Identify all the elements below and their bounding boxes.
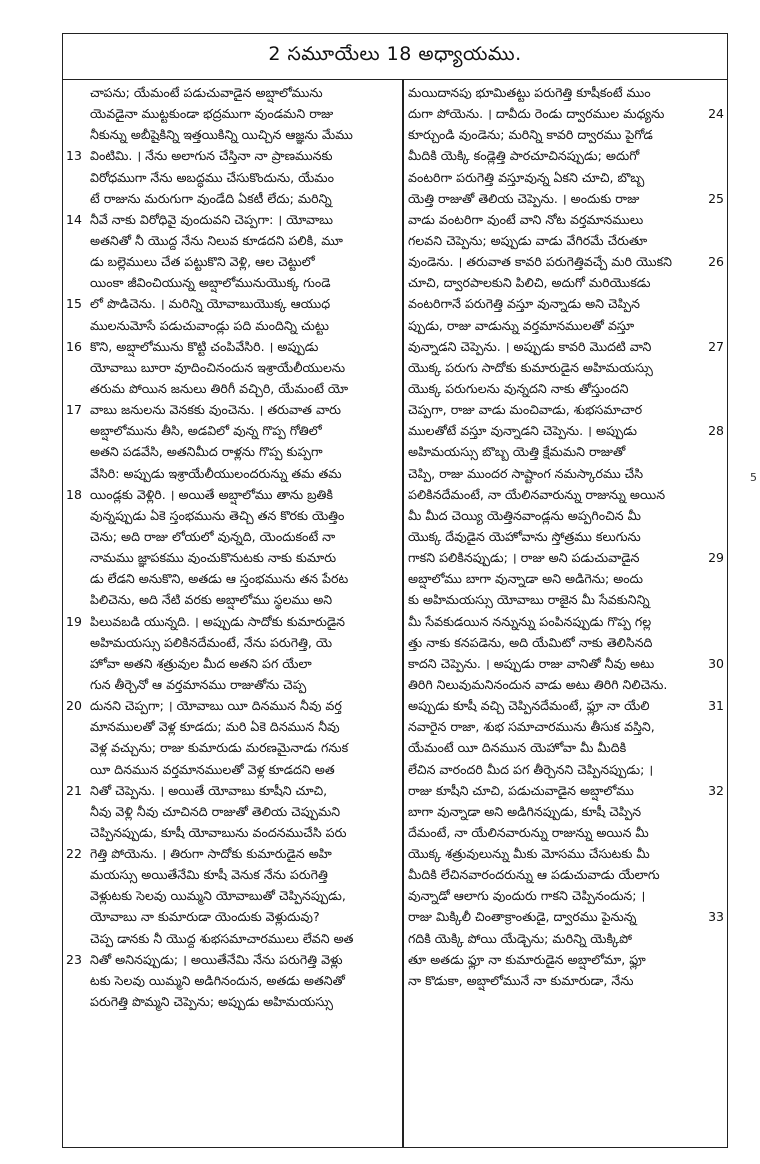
line-text: అతనితో నీ యొద్ద నేను నిలువ కూడదని పలికి, మూ [90,232,343,248]
text-line [66,991,396,1012]
text-line [66,505,396,526]
text-line [66,251,396,272]
text-line [66,674,396,695]
line-text: అతని పడవేసి, అతనిమీద రాళ్లను గొప్ప కుప్పగా [90,444,323,460]
verse-number: 26 [708,254,724,270]
line-text: అహిమయస్సు పలికినదేమంటే, నేను పరుగెత్తి, యె [90,634,333,650]
verse-number: 27 [708,338,724,354]
text-line [406,970,724,991]
line-text: కాదని చెప్పెను. । అప్పుడు రాజు వానితో నీవు అటు [408,655,655,671]
line-text: యొక్క శత్రువులున్ను మీకు మోసము చేసుటకు మీ [408,846,650,862]
verse-number: 28 [708,423,724,439]
line-text: డు బల్లెములు చేత పట్టుకొని వెళ్లి, ఆల చెట్టులో [90,254,315,270]
text-line [66,209,396,230]
text-line [406,441,724,462]
line-text: వున్నాడని చెప్పెను. । అప్పుడు కావరి మొదటి వాని [408,338,652,354]
line-text: మీదికి లేచినవారందరున్ను ఆ పడుచువాడు యేలాగు [408,867,660,883]
text-line [406,737,724,758]
line-text: నితో అనినప్పుడు; । అయితేనేమి నేను పరుగెత్తి వెళ్లు [90,951,343,967]
line-text: లేచిన వారందరి మీద పగ తీర్చెనని చెప్పినప్పుడు; । [408,761,654,777]
text-line [66,547,396,568]
line-text: గెత్తి పోయెను. । తిరుగా సాదోకు కుమారుడైన అహి [90,846,332,862]
text-line [406,695,724,716]
text-line [66,737,396,758]
line-text: నవారైన రాజా, శుభ సమాచారమును తీసుక వస్తిని, [408,719,655,735]
text-line [406,547,724,568]
text-line [66,864,396,885]
text-line [406,674,724,695]
line-text: మానములతో వెళ్ల కూడదు; మరి ఏకె దినమున నీవు [90,719,340,735]
text-line [406,568,724,589]
text-line [406,780,724,801]
line-text: టకు సెలవు యిమ్మని అడిగినందున, అతడు అతనితో [90,972,345,988]
line-text: కూర్చుండి వుండెను; మరిన్ని కావరి ద్వారము పైగోడ [408,127,653,143]
line-text: నామము జ్ఞాపకము వుంచుకొనుటకు నాకు కుమారు [90,550,337,566]
text-line [406,864,724,885]
verse-number: 18 [66,486,82,502]
text-line [66,906,396,927]
text-line [406,759,724,780]
line-text: తిరిగి నిలువుమనినందున వాడు అటు తిరిగి నిలిచెను. [408,676,668,692]
page-title: 2 సమూయేలు 18 అధ్యాయము. [268,42,522,65]
verse-number: 20 [66,698,82,714]
line-text: డు లేడని అనుకొని, అతడు ఆ స్తంభమును తన పేరట [90,571,349,587]
line-text: దేమంటే, నా యేలినవారున్ను రాజున్ను అయిన మీ [408,824,649,840]
line-text: యీ దినమున వర్తమానములతో వెళ్ల కూడదని అత [90,761,335,777]
column-divider [402,80,404,1148]
text-line [66,632,396,653]
text-line [406,484,724,505]
text-line [406,801,724,822]
line-text: విరోధముగా నేను అబద్ధము చేసుకొందును, యేమం [90,169,335,185]
text-line [66,463,396,484]
text-line [406,230,724,251]
line-text: చెప్పి, రాజు ముందర సాష్టాంగ నమస్కారము చేసి [408,465,644,481]
text-line [406,336,724,357]
line-text: అహిమయస్సు బొబ్బ యెత్తి క్షేమమని రాజుతో [408,444,626,460]
text-line [66,441,396,462]
text-line [406,822,724,843]
line-text: వుండెను. । తరువాత కావరి పరుగెత్తివచ్చే మరి యొకని [408,254,672,270]
line-text: వెళ్ల వచ్చును; రాజు కుమారుడు మరణమైనాడు గనుక [90,740,349,756]
line-text: వింటిమి. । నేను అలాగున చేస్తినా నా ప్రాణమునకు [90,148,333,164]
verse-number: 13 [66,148,82,164]
line-text: వంటరిగా పరుగెత్తి వస్తూవున్న ఏకని చూచి, బొబ్బ [408,169,645,185]
line-text: వేసిరి: అప్పుడు ఇశ్రాయేలీయులందరున్ను తమ తమ [90,465,342,481]
text-line [66,230,396,251]
text-line [66,822,396,843]
line-text: గదికి యెక్కి పోయి యేడ్చెను; మరిన్ని యెక్కిపో [408,930,632,946]
text-line [66,780,396,801]
line-text: వెళ్లుటకు సెలవు యిమ్మని యోవాబుతో చెప్పినప్పుడు, [90,888,346,904]
text-line [406,589,724,610]
text-line [66,336,396,357]
text-line [406,357,724,378]
line-text: దుగా పోయెను. । దావీదు రెండు ద్వారముల మధ్యను [408,106,665,122]
line-text: అప్పుడు కూషీ వచ్చి చెప్పినదేమంటే, ఫ్లూ నా యేలి [408,698,650,714]
line-text: నీవు వెళ్లి నీవు చూచినది రాజుతో తెలియ చెప్పుమని [90,803,341,819]
line-text: యొక్క పరుగులను వున్నదని నాకు తోస్తుందని [408,380,629,396]
line-text: దునని చెప్పగా; । యోవాబు యీ దినమున నీవు వర్త [90,698,342,714]
text-line [66,526,396,547]
line-text: యొక్క పరుగు సాదోకు కుమారుడైన అహిమయస్సు [408,359,653,375]
line-text: వంటరిగానే పరుగెత్తి వస్తూ వున్నాడు అని చెప్పిన [408,296,640,312]
line-text: తూ అతడు ఫ్లూ నా కుమారుడైన అబ్షాలోమా, ఫ్లూ [408,951,646,967]
line-text: టే రాజును మరుగుగా వుండేది ఏకటీ లేదు; మరిన్ని [90,190,332,206]
text-line [406,188,724,209]
line-text: వాడు వంటరిగా వుంటే వాని నోట వర్తమానములు [408,211,644,227]
text-line [66,124,396,145]
line-text: తరుమ పోయిన జనులు తిరిగీ వచ్చిరి, యేమంటే యో [90,380,349,396]
left-column [66,82,396,1012]
line-text: మీ మీద చెయ్యి యెత్తినవాండ్లను అప్పగించిన మీ [408,507,641,523]
line-text: హోవా అతని శత్రువుల మీద అతని పగ యేలా [90,655,312,671]
text-line [66,843,396,864]
line-text: గలవని చెప్పెను; అప్పుడు వాడు వేగిరమే చేరుతూ [408,232,648,248]
text-line [406,315,724,336]
text-line [66,82,396,103]
line-text: పరుగెత్తి పొమ్మని చెప్పెను; అప్పుడు అహిమయస్సు [90,994,334,1010]
line-text: యిండ్లకు వెళ్లిరి. । అయితే అబ్షాలోము తాను బ్రతికి [90,486,333,502]
text-line [66,589,396,610]
text-line [406,716,724,737]
line-text: చెప్పగా, రాజు వాడు మంచివాడు, శుభసమాచార [408,402,643,418]
text-line [66,801,396,822]
text-line [66,357,396,378]
line-text: యోవాబు నా కుమారుడా యెందుకు వెళ్లుదువు? [90,909,320,925]
text-line [406,653,724,674]
line-text: నీవే నాకు విరోధివై వుందువని చెప్పగా: । యోవాబు [90,211,333,227]
line-text: మీదికి యెక్కి కండ్లెత్తి పారచూచినప్పుడు; అదుగో [408,148,640,164]
line-text: చాపను; యేమంటే పడుచువాడైన అబ్షాలోమును [90,85,323,100]
line-text: చెప్ప డానకు నీ యొద్ద శుభసమాచారములు లేవని అత [90,930,354,946]
text-line [66,315,396,336]
text-line [66,103,396,124]
text-line [406,949,724,970]
text-line [66,188,396,209]
line-text: నీకున్ను అబీషైకిన్ని ఇత్తయికిన్ని యిచ్చిన ఆజ్ఞను మేము [90,127,353,143]
text-line [406,420,724,441]
text-line [66,885,396,906]
line-text: ములతోటే వస్తూ వున్నాడని చెప్పెను. । అప్పుడు [408,423,637,439]
text-line [66,949,396,970]
line-text: నితో చెప్పెను. । అయితే యోవాబు కూషీని చూచి, [90,782,328,798]
verse-number: 33 [708,909,724,925]
edge-mark: 5 [750,471,757,484]
text-line [66,293,396,314]
line-text: వున్నాడో ఆలాగు వుందురు గాకని చెప్పినందున; । [408,888,646,904]
verse-number: 17 [66,402,82,418]
text-line [406,293,724,314]
text-line [406,928,724,949]
line-text: ప్పుడు, రాజు వాడున్ను వర్తమానములతో వస్తూ [408,317,635,333]
text-line [406,145,724,166]
line-text: మీ సేవకుడయిన నన్నున్ను పంపినప్పుడు గొప్ప గల్ల [408,613,652,629]
text-line [66,484,396,505]
line-text: కు అహిమయస్సు యోవాబు రాజైన మీ సేవకునిన్ని [408,592,650,608]
verse-number: 19 [66,613,82,629]
text-line [406,632,724,653]
line-text: గున తీర్చెనో ఆ వర్తమానము రాజుతోను చెప్ప [90,676,307,692]
text-line [406,82,724,103]
verse-number: 29 [708,550,724,566]
text-line [66,145,396,166]
verse-number: 15 [66,296,82,312]
text-line [406,463,724,484]
line-text: యొక్క దేవుడైన యెహోవాను స్తోత్రము కలుగును [408,528,641,544]
text-line [66,611,396,632]
text-line [66,653,396,674]
verse-number: 21 [66,782,82,798]
line-text: పిలువబడి యున్నది. । అప్పుడు సాదోకు కుమారుడైన [90,613,346,629]
verse-number: 22 [66,846,82,862]
line-text: అబ్షాలోము బాగా వున్నాడా అని అడిగెను; అందు [408,571,643,587]
line-text: యింకా జీవించియున్న అబ్షాలోమునుయొక్క గుండె [90,275,331,291]
line-text: ములనుమోసే పడుచువాండ్లు పది మందిన్ని చుట్టు [90,317,329,333]
line-text: కొని, అబ్షాలోమును కొట్టి చంపివేసిరి. । అప్పుడు [90,338,319,354]
text-line [406,251,724,272]
text-line [406,272,724,293]
line-text: చూచి, ద్వారపాలకుని పిలిచి, అదుగో మరియొకడు [408,275,651,291]
line-text: రాజు కూషీని చూచి, పడుచువాడైన అబ్షాలోము [408,782,634,798]
text-line [406,885,724,906]
text-line [66,716,396,737]
text-line [406,505,724,526]
text-line [406,167,724,188]
line-text: యేమంటే యీ దినమున యెహోవా మీ మీదికి [408,740,627,756]
text-line [66,695,396,716]
text-line [406,378,724,399]
verse-number: 16 [66,338,82,354]
verse-number: 23 [66,951,82,967]
line-text: అబ్షాలోమును తీసి, అడవిలో వున్న గొప్ప గోతిలో [90,423,322,439]
text-line [66,420,396,441]
text-line [66,759,396,780]
text-line [406,843,724,864]
verse-number: 25 [708,190,724,206]
text-line [66,167,396,188]
text-line [66,399,396,420]
line-text: పలికినదేమంటే, నా యేలినవారున్ను రాజున్ను అయిన [408,486,666,502]
line-text: వాబు జనులను వెనకకు వుంచెను. । తరువాత వారు [90,402,341,418]
line-text: నా కొడుకా, అబ్షాలోమునే నా కుమారుడా, నేను [408,972,634,988]
text-line [406,906,724,927]
text-line [66,928,396,949]
text-line [406,103,724,124]
page-header [62,33,728,80]
text-line [406,209,724,230]
line-text: గాకని పలికినప్పుడు; । రాజు అని పడుచువాడైన [408,550,640,566]
verse-number: 14 [66,211,82,227]
text-line [66,568,396,589]
line-text: బాగా వున్నాడా అని అడిగినప్పుడు, కూషీ చెప్పిన [408,803,642,819]
line-text: యెత్తి రాజుతో తెలియ చెప్పెను. । అందుకు రాజు [408,190,640,206]
line-text: లో పొడిచెను. । మరిన్ని యోవాబుయొక్క ఆయుధ [90,296,331,312]
line-text: వున్నప్పుడు ఏకె స్తంభమును తెచ్చి తన కొరకు యెత్తిం [90,507,345,523]
text-line [406,399,724,420]
text-line [66,378,396,399]
verse-number: 31 [708,698,724,714]
line-text: చెను; అది రాజు లోయలో వున్నది, యెందుకంటే నా [90,528,336,544]
text-line [66,272,396,293]
line-text: చెప్పినప్పుడు, కూషీ యోవాబును వందనముచేసి పరు [90,824,347,840]
line-text: రాజు మిక్కిలీ చింతాక్రాంతుడై, ద్వారము పైనున్న [408,909,637,925]
line-text: త్తు నాకు కనపడెను, అది యేమిటో నాకు తెలిసినది [408,634,653,650]
verse-number: 30 [708,655,724,671]
text-line [66,970,396,991]
verse-number: 32 [708,782,724,798]
verse-number: 24 [708,106,724,122]
text-line [406,526,724,547]
line-text: పిలిచెను, అది నేటి వరకు అబ్షాలోము స్థలము అని [90,592,333,608]
line-text: మయస్సు అయితేనేమి కూషీ వెనుక నేను పరుగెత్తి [90,867,328,883]
text-line [406,611,724,632]
text-line [406,124,724,145]
line-text: మయిదానపు భూమితట్టు పరుగెత్తి కూషీకంటే ముం [408,85,651,100]
line-text: యెవడైనా ముట్టకుండా భద్రముగా వుండమని రాజు [90,106,334,122]
right-column [406,82,724,991]
line-text: యోవాబు బూరా వూదించినందున ఇశ్రాయేలీయులను [90,359,346,375]
